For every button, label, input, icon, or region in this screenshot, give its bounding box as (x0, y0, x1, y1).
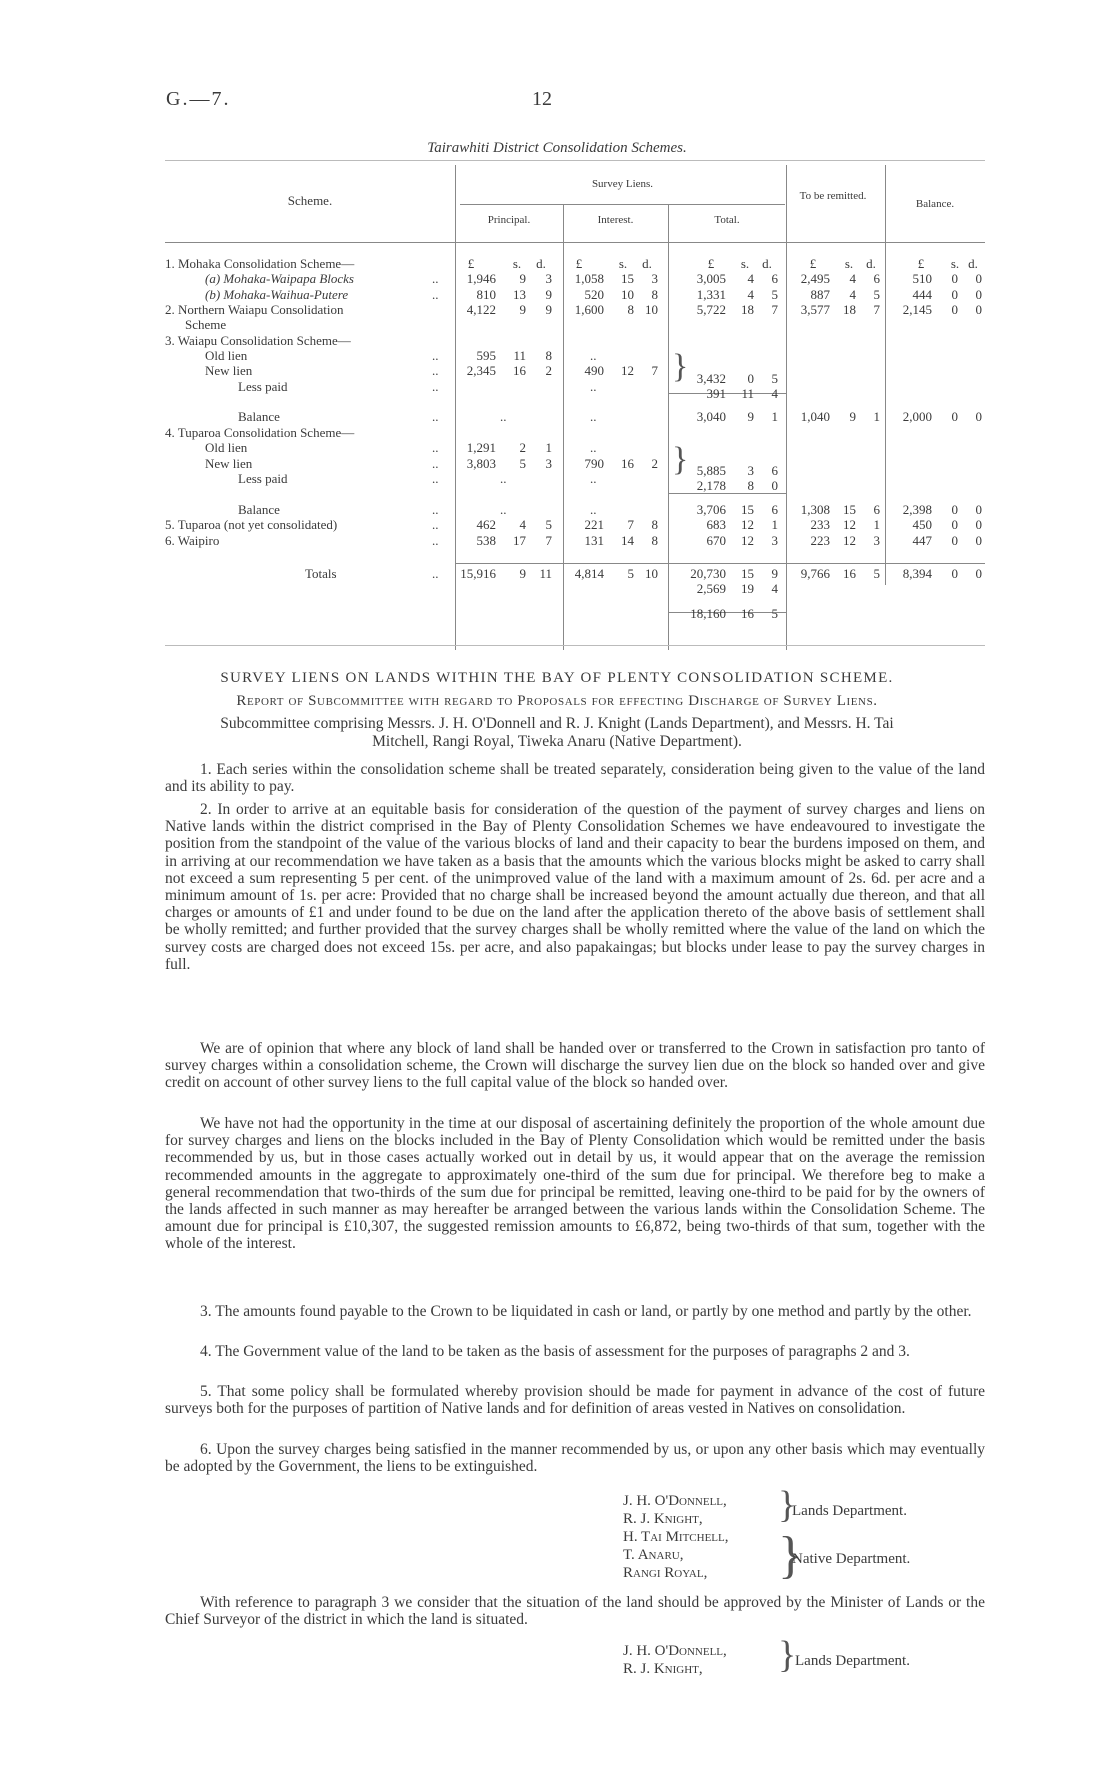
department-label: Native Department. (792, 1551, 911, 1567)
table-cell: 2 (651, 456, 658, 471)
table-cell: 538 (476, 533, 496, 548)
leader-dots: .. (432, 471, 439, 486)
table-cell: 223 (810, 533, 830, 548)
table-cell: 15,916 (460, 566, 496, 581)
table-cell: 131 (584, 533, 604, 548)
table-cell: 0 (747, 371, 754, 386)
table-cell: 0 (951, 566, 958, 581)
table-cell: 7 (771, 302, 778, 317)
table-cell: 9 (849, 409, 856, 424)
table-cell: 810 (476, 287, 496, 302)
signatory: T. Anaru, (623, 1547, 684, 1563)
table-cell: 9 (545, 287, 552, 302)
table-cell: 7 (545, 533, 552, 548)
table-cell: 1,040 (800, 409, 830, 424)
table-cell: 462 (476, 517, 496, 532)
row-label: 2. Northern Waiapu Consolidation (165, 302, 344, 317)
table-cell: 4,122 (466, 302, 496, 317)
signatory: R. J. Knight, (623, 1661, 703, 1677)
row-label: 1. Mohaka Consolidation Scheme— (165, 256, 355, 271)
signatory: J. H. O'Donnell, (623, 1493, 727, 1509)
table-cell: 3 (873, 533, 880, 548)
table-cell: 9,766 (800, 566, 830, 581)
table-cell: 490 (584, 363, 604, 378)
report-subheading: Report of Subcommittee with regard to Proposals for effecting Discharge of Survey Liens. (236, 693, 878, 709)
row-label: New lien (205, 456, 253, 471)
table-cell: 18 (843, 302, 856, 317)
table-cell: 16 (621, 456, 634, 471)
table-cell: 0 (951, 409, 958, 424)
leader-dots: .. (432, 440, 439, 455)
unit-pence: d. (866, 256, 876, 271)
row-label: Balance (238, 409, 280, 424)
table-cell: 15 (741, 502, 754, 517)
unit-shilling: s. (512, 256, 522, 271)
unit-shilling: s. (740, 256, 750, 271)
row-label: Scheme (185, 317, 227, 332)
table-cell: 5,885 (696, 463, 726, 478)
table-cell: 0 (975, 533, 982, 548)
table-cell: 8 (545, 348, 552, 363)
leader-dots: .. (590, 471, 597, 486)
table-cell: 8 (651, 287, 658, 302)
col-header-principal: Principal. (487, 214, 531, 226)
table-cell: 221 (584, 517, 604, 532)
leader-dots: .. (432, 566, 439, 581)
table-cell: 6 (873, 502, 880, 517)
table-cell: 3 (771, 533, 778, 548)
table-cell: 20,730 (690, 566, 726, 581)
table-cell: 4 (519, 517, 526, 532)
unit-pence: d. (968, 256, 978, 271)
table-cell: 2,178 (696, 478, 726, 493)
col-header-scheme: Scheme. (287, 193, 333, 208)
table-cell: 19 (741, 581, 754, 596)
leader-dots: .. (590, 502, 597, 517)
table-cell: 5 (627, 566, 634, 581)
signatory: H. Tai Mitchell, (623, 1529, 729, 1545)
table-cell: 15 (621, 271, 634, 286)
table-cell: 0 (951, 502, 958, 517)
table-cell: 10 (645, 302, 658, 317)
leader-dots: .. (500, 502, 507, 517)
table-cell: 3 (545, 456, 552, 471)
row-label: 5. Tuparoa (not yet consolidated) (165, 517, 338, 532)
committee-members: Subcommittee comprising Messrs. J. H. O'Donnell and R. J. Knight (Lands Department), and Messrs. H. Tai Mitchell, Rangi Royal, Tiweka Anaru (Native Department). (220, 715, 894, 750)
signatory: R. J. Knight, (623, 1511, 703, 1527)
table-cell: 13 (513, 287, 526, 302)
table-cell: 3 (747, 463, 754, 478)
table-cell: 3,706 (696, 502, 726, 517)
table-cell: 444 (912, 287, 932, 302)
table-cell: 0 (771, 478, 778, 493)
leader-dots: .. (590, 409, 597, 424)
table-cell: 1 (545, 440, 552, 455)
table-cell: 8,394 (902, 566, 932, 581)
table-cell: 11 (513, 348, 526, 363)
leader-dots: .. (500, 471, 507, 486)
leader-dots: .. (432, 379, 439, 394)
table-cell: 9 (519, 566, 526, 581)
leader-dots: .. (590, 440, 597, 455)
table-cell: 6 (873, 271, 880, 286)
table-cell: 0 (951, 302, 958, 317)
report-heading: SURVEY LIENS ON LANDS WITHIN THE BAY OF PLENTY CONSOLIDATION SCHEME. (220, 670, 894, 686)
unit-pound: £ (809, 256, 817, 271)
brace: } (778, 1484, 797, 1526)
table-cell: 790 (584, 456, 604, 471)
department-label: Lands Department. (792, 1503, 907, 1519)
row-label: Balance (238, 502, 280, 517)
table-cell: 5 (873, 566, 880, 581)
table-cell: 4,814 (574, 566, 604, 581)
unit-pence: d. (642, 256, 652, 271)
page-number: 12 (532, 88, 552, 110)
table-cell: 5 (771, 606, 778, 621)
table-bottom-rule (165, 645, 985, 646)
row-label: New lien (205, 363, 253, 378)
table-cell: 1 (771, 517, 778, 532)
paragraph-5: 5. That some policy shall be formulated whereby provision should be made for payment in advance of the cost of future surveys both for the purposes of partition of Native lands and for definition of areas vested in Natives on consolidation. (165, 1383, 985, 1418)
table-cell: 2,495 (800, 271, 830, 286)
subtotal-rule (668, 493, 786, 494)
row-label: 3. Waiapu Consolidation Scheme— (165, 333, 351, 348)
col-header-survey-liens: Survey Liens. (591, 178, 654, 190)
unit-pound: £ (917, 256, 925, 271)
paragraph-2-remission: We have not had the opportunity in the time at our disposal of ascertaining definitely the proportion of the whole amount due for survey charges and liens on the blocks included in the Bay of Plenty Consolidation which would be remitted under the basis recommended by us, but in those cases actually worked out in detail by us, it would appear that on the average the remission recommended amounts in the aggregate to approximately one-third of the sum due for principal. We therefore beg to make a general recommendation that two-thirds of the sum due for principal be remitted, leaving one-third to be paid for by the owners of the lands affected in such manner as may hereafter be arranged between the various lands within the Consolidation Scheme. The amount due for principal is £10,307, the suggested remission amounts to £6,872, being two-thirds of that sum, together with the whole of the interest. (165, 1115, 985, 1253)
unit-pound: £ (707, 256, 715, 271)
table-cell: 10 (621, 287, 634, 302)
table-cell: 6 (771, 271, 778, 286)
leader-dots: .. (432, 287, 439, 302)
header-bottom-rule (165, 242, 985, 243)
row-label: (a) Mohaka-Waipapa Blocks (205, 271, 354, 286)
table-cell: 17 (513, 533, 526, 548)
table-cell: 12 (621, 363, 634, 378)
table-cell: 10 (645, 566, 658, 581)
table-cell: 3,803 (466, 456, 496, 471)
col-header-interest: Interest. (597, 214, 634, 226)
leader-dots: .. (432, 363, 439, 378)
postscript: With reference to paragraph 3 we consider that the situation of the land should be approved by the Minister of Lands or the Chief Surveyor of the district in which the land is situated. (165, 1594, 985, 1629)
leader-dots: .. (590, 348, 597, 363)
table-cell: 5 (771, 287, 778, 302)
table-cell: 1 (873, 517, 880, 532)
leader-dots: .. (432, 409, 439, 424)
table-cell: 3 (651, 271, 658, 286)
table-cell: 510 (912, 271, 932, 286)
table-cell: 2 (545, 363, 552, 378)
paragraph-3: 3. The amounts found payable to the Crown to be liquidated in cash or land, or partly by one method and partly by the other. (200, 1303, 972, 1320)
table-cell: 1,058 (574, 271, 604, 286)
table-cell: 0 (975, 517, 982, 532)
table-cell: 5 (873, 287, 880, 302)
table-cell: 5,722 (696, 302, 726, 317)
table-cell: 18 (741, 302, 754, 317)
leader-dots: .. (432, 348, 439, 363)
table-cell: 0 (951, 271, 958, 286)
leader-dots: .. (432, 456, 439, 471)
brace: } (778, 1527, 803, 1584)
table-cell: 2,000 (902, 409, 932, 424)
paragraph-2-crown: We are of opinion that where any block of land shall be handed over or transferred to the Crown in satisfaction pro tanto of survey charges within a consolidation scheme, the Crown will discharge the survey lien due on the block so handed over and give credit on account of other survey liens to the full capital value of the block so handed over. (165, 1040, 985, 1092)
table-cell: 9 (771, 566, 778, 581)
table-cell: 2,145 (902, 302, 932, 317)
unit-shilling: s. (950, 256, 960, 271)
table-cell: 14 (621, 533, 634, 548)
header-rule (460, 204, 785, 205)
table-cell: 18,160 (690, 606, 726, 621)
table-cell: 2,569 (696, 581, 726, 596)
totals-rule (455, 563, 985, 564)
row-label: Old lien (205, 348, 248, 363)
document-reference: G.—7. (166, 88, 231, 110)
table-cell: 12 (741, 517, 754, 532)
table-cell: 12 (741, 533, 754, 548)
table-cell: 4 (849, 287, 856, 302)
table-cell: 3,577 (800, 302, 830, 317)
brace: } (672, 348, 689, 385)
table-cell: 0 (975, 409, 982, 424)
table-cell: 9 (519, 302, 526, 317)
table-cell: 11 (539, 566, 552, 581)
table-cell: 15 (843, 502, 856, 517)
row-label: 6. Waipiro (165, 533, 220, 548)
table-cell: 16 (843, 566, 856, 581)
table-cell: 595 (476, 348, 496, 363)
table-cell: 0 (975, 566, 982, 581)
row-label: Old lien (205, 440, 248, 455)
row-label: Less paid (238, 471, 288, 486)
table-cell: 3,040 (696, 409, 726, 424)
table-cell: 1,291 (466, 440, 496, 455)
paragraph-4: 4. The Government value of the land to be taken as the basis of assessment for the purposes of paragraphs 2 and 3. (200, 1343, 910, 1360)
unit-pence: d. (536, 256, 546, 271)
table-cell: 1,331 (696, 287, 726, 302)
signatory: J. H. O'Donnell, (623, 1643, 727, 1659)
table-cell: 16 (513, 363, 526, 378)
leader-dots: .. (500, 409, 507, 424)
table-cell: 2,398 (902, 502, 932, 517)
table-cell: 0 (975, 271, 982, 286)
table-cell: 0 (951, 517, 958, 532)
brace: } (778, 1634, 797, 1676)
row-label: (b) Mohaka-Waihua-Putere (205, 287, 349, 302)
table-cell: 1,308 (800, 502, 830, 517)
table-cell: 6 (771, 463, 778, 478)
table-cell: 0 (951, 533, 958, 548)
row-label-totals: Totals (305, 566, 337, 581)
table-cell: 0 (975, 502, 982, 517)
table-cell: 7 (651, 363, 658, 378)
unit-shilling: s. (618, 256, 628, 271)
table-cell: 9 (519, 271, 526, 286)
table-cell: 12 (843, 533, 856, 548)
brace: } (672, 441, 689, 478)
unit-pence: d. (762, 256, 772, 271)
table-cell: 2 (519, 440, 526, 455)
table-cell: 233 (810, 517, 830, 532)
table-cell: 8 (651, 517, 658, 532)
col-header-total: Total. (714, 214, 740, 226)
table-cell: 7 (627, 517, 634, 532)
table-cell: 9 (545, 302, 552, 317)
table-cell: 4 (849, 271, 856, 286)
table-cell: 2,345 (466, 363, 496, 378)
col-header-balance: Balance. (915, 198, 955, 210)
unit-pound: £ (575, 256, 583, 271)
table-cell: 4 (747, 287, 754, 302)
leader-dots: .. (590, 379, 597, 394)
table-cell: 3 (545, 271, 552, 286)
table-cell: 447 (912, 533, 932, 548)
table-cell: 0 (975, 302, 982, 317)
table-cell: 0 (951, 287, 958, 302)
signatory: Rangi Royal, (623, 1565, 708, 1581)
table-cell: 683 (706, 517, 726, 532)
table-cell: 15 (741, 566, 754, 581)
paragraph-1: 1. Each series within the consolidation scheme shall be treated separately, consideration being given to the value of the land and its ability to pay. (165, 761, 985, 796)
table-cell: 7 (873, 302, 880, 317)
leader-dots: .. (432, 502, 439, 517)
unit-shilling: s. (844, 256, 854, 271)
row-label: Less paid (238, 379, 288, 394)
table-cell: 12 (843, 517, 856, 532)
table-cell: 1 (771, 409, 778, 424)
table-cell: 3,432 (696, 371, 726, 386)
table-cell: 5 (545, 517, 552, 532)
table-cell: 5 (519, 456, 526, 471)
leader-dots: .. (432, 533, 439, 548)
col-header-to-be-remitted: To be remitted. (799, 190, 867, 202)
table-cell: 4 (747, 271, 754, 286)
table-cell: 5 (771, 371, 778, 386)
table-cell: 9 (747, 409, 754, 424)
table-cell: 887 (810, 287, 830, 302)
unit-pound: £ (467, 256, 475, 271)
table-cell: 1 (873, 409, 880, 424)
table-cell: 11 (741, 386, 754, 401)
table-cell: 6 (771, 502, 778, 517)
table-cell: 8 (651, 533, 658, 548)
table-cell: 16 (741, 606, 754, 621)
table-cell: 4 (771, 581, 778, 596)
table-cell: 1,600 (574, 302, 604, 317)
leader-dots: .. (432, 271, 439, 286)
table-cell: 3,005 (696, 271, 726, 286)
paragraph-6: 6. Upon the survey charges being satisfied in the manner recommended by us, or upon any other basis which may eventually be adopted by the Government, the liens to be extinguished. (165, 1441, 985, 1476)
table-cell: 391 (706, 386, 726, 401)
table-cell: 520 (584, 287, 604, 302)
leader-dots: .. (432, 517, 439, 532)
table-cell: 8 (627, 302, 634, 317)
table-cell: 450 (912, 517, 932, 532)
table-cell: 1,946 (466, 271, 496, 286)
table-top-rule (165, 160, 985, 161)
table-title: Tairawhiti District Consolidation Schemes. (427, 140, 687, 156)
paragraph-2: 2. In order to arrive at an equitable basis for consideration of the question of the payment of survey charges and liens on Native lands within the district comprised in the Bay of Plenty Consolidation Schemes we have endeavoured to investigate the position from the standpoint of the value of the various blocks of land and their capacity to bear the burdens imposed on them, and in arriving at our recommendation we have taken as a basis that the amounts which the various blocks might be asked to carry shall not exceed a sum representing 5 per cent. of the unimproved value of the land with a maximum amount of 2s. 6d. per acre and a minimum amount of 1s. per acre: Provided that no charge shall be increased beyond the amount actually due thereon, and that all charges or amounts of £1 and under found to be due on the land after the application thereto of the above basis of settlement shall be wholly remitted; and further provided that the survey charges shall be wholly remitted where the value of the land on which the survey costs are charged does not exceed 15s. per acre, and also papakaingas; but blocks under lease to pay the survey charges in full. (165, 801, 985, 973)
row-label: 4. Tuparoa Consolidation Scheme— (165, 425, 355, 440)
table-cell: 4 (771, 386, 778, 401)
table-cell: 0 (975, 287, 982, 302)
table-cell: 8 (747, 478, 754, 493)
department-label: Lands Department. (795, 1653, 910, 1669)
table-cell: 670 (706, 533, 726, 548)
